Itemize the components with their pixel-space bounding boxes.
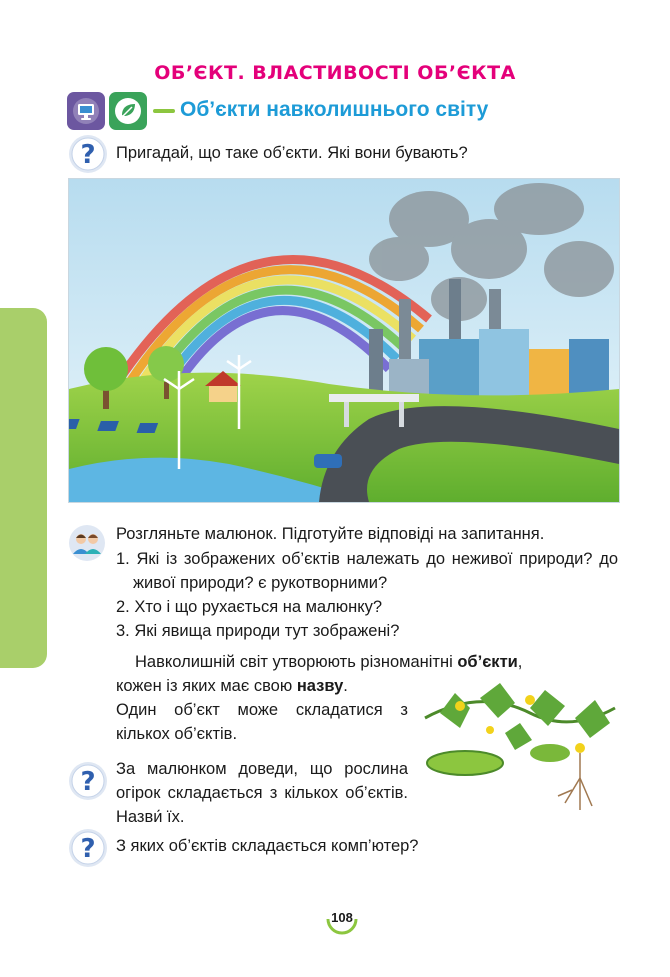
question-icon	[68, 761, 108, 801]
page-number-badge	[322, 897, 362, 937]
svg-text:?: ?	[80, 140, 96, 170]
question-icon	[68, 134, 108, 174]
section-subtitle: Об’єкти навколишнього світу	[180, 98, 489, 121]
task-prompt: Розгляньте малюнок. Підготуйте відповіді на запитання.	[116, 525, 545, 543]
paragraph-line-1: Навколишній світ утворюють різноманітні об’єкти,	[135, 653, 523, 671]
page-number: 108	[331, 909, 353, 925]
question-computer: З яких об’єктів складається комп’ютер?	[116, 837, 419, 855]
list-item: 2. Хто і що рухається на малюнку?	[116, 598, 383, 616]
side-tab	[0, 308, 47, 668]
intro-question: Пригадай, що таке об’єкти. Які вони бувають?	[116, 144, 468, 162]
list-item: 1. Які із зображених об’єктів належать до неживої природи? до живої природи? є рукотворними?	[116, 550, 618, 592]
nature-leaf-icon	[109, 92, 147, 130]
landscape-illustration	[68, 178, 620, 503]
list-item: 3. Які явища природи тут зображені?	[116, 622, 400, 640]
students-icon	[68, 524, 106, 562]
bold-term-name: назву	[296, 677, 344, 695]
svg-text:?: ?	[80, 834, 96, 864]
bold-term-objects: об’єкти	[457, 653, 518, 671]
cucumber-plant-illustration	[420, 678, 620, 818]
page-title: ОБ’ЄКТ. ВЛАСТИВОСТІ ОБ’ЄКТА	[154, 62, 516, 84]
section-icons	[67, 92, 147, 130]
subtitle-connector	[153, 109, 175, 113]
paragraph-line-3: Один об’єкт може складатися з кількох об’єктів.	[116, 701, 408, 743]
question-list	[116, 547, 618, 643]
question-cucumber: За малюнком доведи, що рослина огірок складається з кількох об’єктів. Назви́ їх.	[116, 760, 408, 826]
svg-text:?: ?	[80, 767, 96, 797]
paragraph-line-2: кожен із яких має свою назву.	[116, 677, 348, 695]
question-icon	[68, 828, 108, 868]
computer-icon	[67, 92, 105, 130]
